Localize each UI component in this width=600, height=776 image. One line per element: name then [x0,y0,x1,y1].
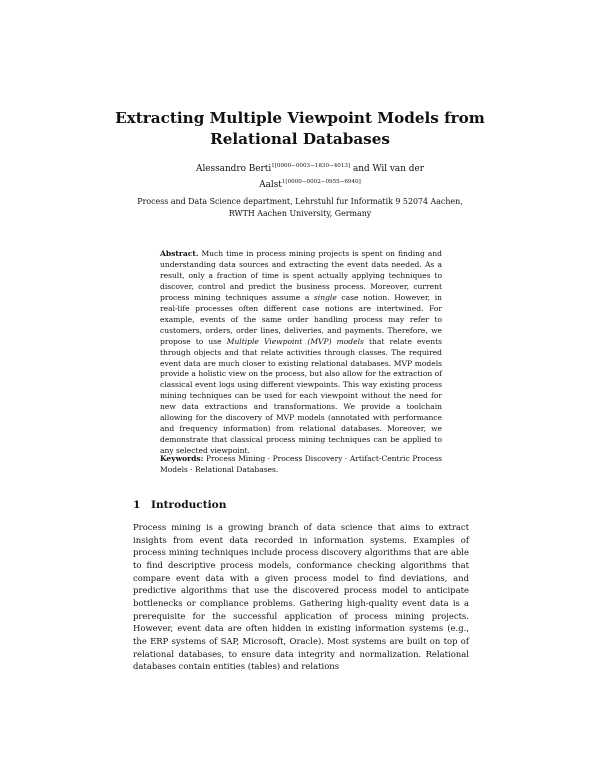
author-name: Aalst [259,179,282,190]
section-heading [133,498,226,512]
keywords [160,454,442,476]
body-paragraph: Process mining is a growing branch of data science that aims to extract insights from event data recorded in information systems. Examples of process mining techniques include process discovery algorithms that are able to find descriptive process models, conformance checking algorithms that compare event data with a given process model to find deviations, and predictive algorithms that use the discovered process model to anticipate bottlenecks or compliance problems. Gathering high-quality event data is a prerequisite for the successful application of process mining projects. However, event data are often hidden in existing information systems (e.g., the ERP systems of SAP, Microsoft, Oracle). Most systems are built on top of relational databases, to ensure data integrity and normalization. Relational databases contain entities (tables) and relations [133,522,469,672]
keywords-text: Process Mining · Process Discovery · Artifact-Centric Process Models · Relational Databases. [160,454,442,474]
affiliation-line-2: RWTH Aachen University, Germany [228,208,372,218]
abstract-text: that relate events through objects and that relate activities through classes. The required event data are much closer to existing relational databases. MVP models provide a holistic view on the process, but also allow for the extraction of classical event logs using different viewpoints. This way existing process mining techniques can be used for each viewpoint without the need for new data extractions and transformations. We provide a toolchain allowing for the discovery of MVP models (annotated with performance and frequency information) from relational databases. Moreover, we demonstrate that classical process mining techniques can be applied to any selected viewpoint. [160,336,443,456]
abstract-emphasis: Multiple Viewpoint (MVP) models [226,336,364,346]
author-conjunction: and Wil van der [350,163,424,174]
affiliation-line-1: Process and Data Science department, Lehrstuhl fur Informatik 9 52074 Aachen, [137,197,463,206]
paper-title [100,108,500,150]
section-title: Introduction [151,499,227,511]
section-number: 1 [133,499,141,511]
abstract-text: Much time in process mining projects is spent on finding and understanding data sources and extracting the event data needed. As a result, only a fraction of time is spent actually applying techniques to discover, control and predict the business process. Moreover, current process mining techniques assume a [160,249,442,302]
abstract-emphasis: single [313,292,337,302]
keywords-label: Keywords: [160,454,204,463]
abstract [160,249,442,457]
author-orcid: 1[0000−0002−0955−6940] [281,178,361,185]
abstract-label: Abstract. [160,249,199,258]
title-line-2: Relational Databases [210,130,390,148]
author-orcid: 1[0000−0003−1830−4013] [271,163,351,169]
author-name: Alessandro Berti [196,163,272,174]
abstract-text: case notion. However, in real-life processes often different case notions are intertwined. For example, events of the same order handling process may refer to customers, orders, order lines, deliveries, and payments. Therefore, we propose to use [160,292,443,346]
title-line-1: Extracting Multiple Viewpoint Models from [115,109,485,127]
affiliation [130,196,470,219]
author-list [150,160,470,192]
